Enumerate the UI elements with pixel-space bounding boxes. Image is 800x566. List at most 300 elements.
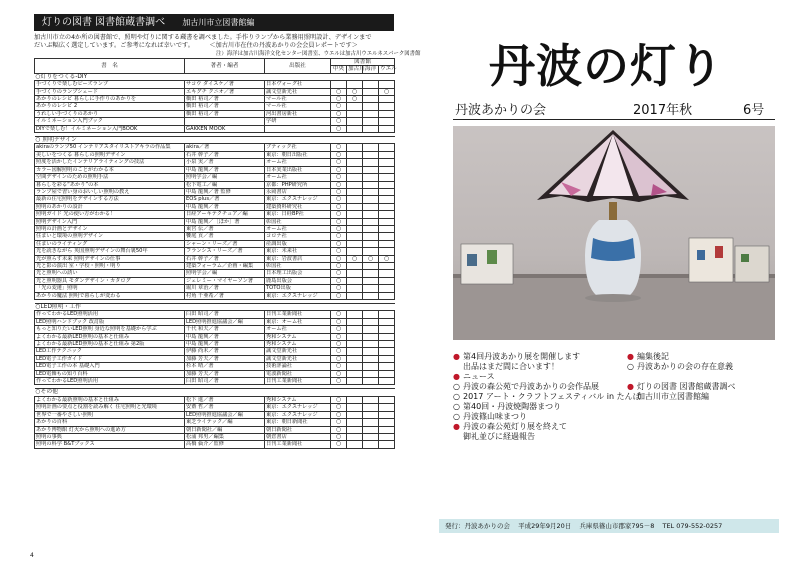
toc-item [453, 372, 641, 382]
book-publisher: 秀和システム [265, 333, 331, 340]
toc-item [453, 412, 641, 422]
col-lib: 中央 [331, 66, 347, 73]
holding-mark [347, 441, 363, 448]
toc-item [627, 372, 736, 382]
holding-mark [379, 433, 395, 440]
holding-mark [379, 419, 395, 426]
holding-mark [363, 159, 379, 166]
holding-mark [347, 240, 363, 247]
issue-number: 6号 [743, 103, 765, 118]
book-title: DIYで楽しむ！イルミネーション入門BOOK [35, 125, 185, 132]
holding-mark [363, 203, 379, 210]
toc-item [453, 352, 641, 362]
holding-mark: ○ [331, 240, 347, 247]
book-author: 建築フォーラム／企画・編集 [185, 262, 265, 269]
book-publisher: 日本理工出版会 [265, 270, 331, 277]
book-publisher: 朝日新聞社 [265, 426, 331, 433]
book-author: 松浦 邦男／編集 [185, 433, 265, 440]
book-author: 東宮 伝／著 [185, 225, 265, 232]
holding-mark: ○ [331, 151, 347, 158]
holding-mark [347, 248, 363, 255]
col-publisher: 出版社 [265, 59, 331, 74]
holding-mark [379, 181, 395, 188]
book-title: LED電飾もの知り百科 [35, 370, 185, 377]
holding-mark [363, 181, 379, 188]
holding-mark [379, 411, 395, 418]
holding-mark: ○ [331, 211, 347, 218]
book-publisher: 京都：PHP研究所 [265, 181, 331, 188]
book-author: 松下 進／著 [185, 396, 265, 403]
book-author: エキグチ クニオ／著 [185, 88, 265, 95]
holding-mark [363, 363, 379, 370]
book-title: LED照明ハンドブック 改訂版 [35, 318, 185, 325]
toc-item [627, 352, 736, 362]
holding-mark [379, 355, 395, 362]
holding-mark [347, 426, 363, 433]
toc-text: 灯りの図書 図書館蔵書調べ [637, 382, 736, 391]
book-author: GAKKEN MOOK [185, 125, 265, 132]
holding-mark [379, 277, 395, 284]
book-title: 住まいのライティング [35, 240, 185, 247]
toc-bullet: ● [453, 352, 460, 361]
holding-mark [363, 404, 379, 411]
book-title: ランプ屋で習い身のおいしい照明の教え [35, 188, 185, 195]
book-publisher [265, 125, 331, 132]
toc-text: 2017 アート・クラフトフェスティバル in たんば [463, 392, 641, 401]
book-title: 手づくりで楽しむビーズランプ [35, 81, 185, 88]
holding-mark [347, 318, 363, 325]
table-row [35, 125, 395, 132]
holding-mark: ○ [347, 255, 363, 262]
holding-mark [379, 96, 395, 103]
book-title: あかりの魔法 照明で暮らしが変わる [35, 292, 185, 299]
book-publisher: 建築資料研究社 [265, 203, 331, 210]
holding-mark [331, 81, 347, 88]
table-row [35, 248, 395, 255]
toc-text: 御礼並びに経過報告 [463, 432, 535, 441]
society-name: 丹波あかりの会 [455, 103, 547, 118]
toc-bullet: ● [453, 372, 460, 381]
book-title: 作ってわかるLED照明活用 [35, 378, 185, 385]
book-title: 光と影の演出 室・学校・照明・明り [35, 262, 185, 269]
holding-mark [379, 151, 395, 158]
holding-mark [363, 218, 379, 225]
holding-mark: ○ [379, 88, 395, 95]
holding-mark [363, 248, 379, 255]
holding-mark [347, 218, 363, 225]
book-title: 美しいをつくる 暮らしの照明デザイン [35, 151, 185, 158]
book-publisher: 東京：日経BP社 [265, 211, 331, 218]
book-author: 中島 龍興／著 [185, 341, 265, 348]
holding-mark: ○ [331, 378, 347, 385]
book-author: LED照明推進協議会／編 [185, 411, 265, 418]
book-author: ジェレミー・マイヤーソン著 [185, 277, 265, 284]
book-author: フランシス・リーズ／著 [185, 248, 265, 255]
book-author: 照明学会／編 [185, 174, 265, 181]
table-row [35, 419, 395, 426]
holding-mark [363, 378, 379, 385]
holding-mark [379, 363, 395, 370]
holding-mark [347, 396, 363, 403]
holding-mark [347, 341, 363, 348]
toc-item [627, 392, 736, 402]
holding-mark [363, 125, 379, 132]
book-publisher: 学研 [265, 118, 331, 125]
book-publisher: 日刊工業新聞社 [265, 378, 331, 385]
holding-mark: ○ [331, 426, 347, 433]
col-lib: ウエル [380, 66, 397, 73]
holding-mark: ○ [331, 233, 347, 240]
toc-bullet: ● [453, 422, 460, 431]
book-title: よくわかる最新LED照明の基本と仕組み 第2版 [35, 341, 185, 348]
holding-mark [379, 404, 395, 411]
book-author: 伊藤 尚未／著 [185, 348, 265, 355]
book-title: 照明ガイド 光の使い方がわかる！ [35, 211, 185, 218]
holding-mark [363, 370, 379, 377]
holding-mark [363, 433, 379, 440]
holding-mark [363, 225, 379, 232]
holding-mark [379, 292, 395, 299]
holding-mark: ○ [363, 255, 379, 262]
table-row [35, 378, 395, 385]
book-title: あかりの百科 [35, 419, 185, 426]
holding-mark [379, 262, 395, 269]
holding-mark: ○ [331, 441, 347, 448]
book-table [34, 58, 395, 449]
holding-mark [347, 348, 363, 355]
holding-mark: ○ [331, 404, 347, 411]
holding-mark [347, 125, 363, 132]
holding-mark: ○ [331, 396, 347, 403]
holding-mark [379, 233, 395, 240]
col-lib: 海洋 [363, 66, 379, 73]
holding-mark [379, 103, 395, 110]
book-author: シャーン・リーズ／著 [185, 240, 265, 247]
table-row [35, 211, 395, 218]
book-publisher: ブティック社 [265, 144, 331, 151]
holding-mark [347, 151, 363, 158]
book-author: 中島 龍興／［ほか］著 [185, 218, 265, 225]
holding-mark: ○ [331, 370, 347, 377]
issue-bar [453, 97, 775, 120]
holding-mark [363, 311, 379, 318]
book-author: 照明学会／編 [185, 270, 265, 277]
holding-mark [363, 441, 379, 448]
book-publisher: 日刊工業新聞社 [265, 441, 331, 448]
holding-mark [379, 318, 395, 325]
toc-left [453, 352, 641, 442]
holding-mark: ○ [331, 270, 347, 277]
book-publisher: マール社 [265, 103, 331, 110]
holding-mark [379, 144, 395, 151]
toc-bullet: ○ [453, 412, 460, 421]
holding-mark [363, 326, 379, 333]
book-author: 朝日新聞社／編 [185, 426, 265, 433]
holding-mark [379, 240, 395, 247]
holding-mark [347, 181, 363, 188]
table-row [35, 285, 395, 292]
holding-mark [363, 262, 379, 269]
holding-mark: ○ [331, 255, 347, 262]
holding-mark: ○ [331, 110, 347, 117]
holding-mark [379, 174, 395, 181]
holding-mark [363, 81, 379, 88]
holding-mark [379, 248, 395, 255]
left-page [6, 6, 421, 559]
book-publisher: 誠文堂新光社 [265, 348, 331, 355]
book-publisher: 技術評論社 [265, 363, 331, 370]
holding-mark [347, 370, 363, 377]
holding-mark [363, 88, 379, 95]
section-heading-row [35, 73, 395, 80]
book-publisher: 日本ヴォーグ社 [265, 81, 331, 88]
holding-mark: ○ [331, 262, 347, 269]
holding-mark [363, 333, 379, 340]
holding-mark: ○ [331, 118, 347, 125]
holding-mark: ○ [379, 255, 395, 262]
holding-mark [363, 166, 379, 173]
table-row [35, 326, 395, 333]
holding-mark: ○ [331, 225, 347, 232]
book-author: 加藤 芳夫／著 [185, 370, 265, 377]
book-publisher: 東京：朝日出版社 [265, 151, 331, 158]
toc-item [453, 402, 641, 412]
holding-mark [347, 277, 363, 284]
holding-mark: ○ [347, 88, 363, 95]
holding-mark [347, 363, 363, 370]
holding-mark [363, 277, 379, 284]
holding-mark [363, 110, 379, 117]
holding-mark [347, 270, 363, 277]
table-row [35, 441, 395, 448]
toc-bullet: ○ [453, 392, 460, 401]
book-publisher: 電波新聞社 [265, 370, 331, 377]
book-title: 光と照明への誘い [35, 270, 185, 277]
holding-mark: ○ [331, 363, 347, 370]
book-title: LED工作テクニック [35, 348, 185, 355]
book-publisher: 鹿島出版会 [265, 277, 331, 284]
book-title: 住まいと環境の照明デザイン [35, 233, 185, 240]
holding-mark [363, 341, 379, 348]
holding-mark [363, 426, 379, 433]
holding-mark: ○ [331, 196, 347, 203]
book-title: 照明のあかりの設計 [35, 203, 185, 210]
book-author: 日経アーキテクチュア／編 [185, 211, 265, 218]
book-title: もっと知りたいLED照明 身近な照明を基礎から学ぶ [35, 326, 185, 333]
toc-item [453, 432, 641, 442]
holding-mark [379, 285, 395, 292]
book-title: よくわかる最新LED照明の基本と仕組み [35, 333, 185, 340]
toc-text: 丹波篠山味まつり [463, 412, 527, 421]
book-author: LED照明推進協議会／編 [185, 318, 265, 325]
holding-mark [363, 355, 379, 362]
toc-text: 出品はまだ間に合います！ [463, 362, 559, 371]
holding-mark [363, 151, 379, 158]
footer-date: 平成29年9月20日 [518, 522, 572, 530]
holding-mark [379, 441, 395, 448]
book-title: イルミネーション入門ブック [35, 118, 185, 125]
holding-mark [379, 218, 395, 225]
book-title: akiraのランプ50 インテリアスタイリストアキラの作品集 [35, 144, 185, 151]
book-author [185, 118, 265, 125]
book-publisher: 東京：オーム社 [265, 318, 331, 325]
holding-mark [363, 233, 379, 240]
holding-mark [347, 159, 363, 166]
holding-mark: ○ [331, 348, 347, 355]
holding-mark [347, 196, 363, 203]
book-author: 堀川 章治／著 [185, 285, 265, 292]
holding-mark: ○ [331, 188, 347, 195]
book-title: 世界で一番やさしい照明 [35, 411, 185, 418]
book-author: 中島 龍興／著 [185, 333, 265, 340]
book-publisher: オーム社 [265, 225, 331, 232]
page-number: 4 [30, 552, 34, 559]
toc-right [627, 352, 736, 402]
toc-item [453, 392, 641, 402]
book-table-body [35, 73, 395, 448]
holding-mark [347, 233, 363, 240]
toc-text: 第4回丹波あかり展を開催します [463, 352, 581, 361]
holding-mark [379, 270, 395, 277]
newsletter-title: 丹波の灯り [489, 39, 724, 93]
holding-mark [363, 396, 379, 403]
book-title: 照明の事典 [35, 433, 185, 440]
book-title: 照明の科学 B&Tブックス [35, 441, 185, 448]
section-heading: ○灯りをつくる-DIY [35, 73, 395, 80]
toc-text: 丹波あかりの会の存在意義 [637, 362, 733, 371]
holding-mark: ○ [331, 292, 347, 299]
left-header-title: 灯りの図書 図書館蔵書調べ [42, 17, 166, 28]
toc-bullet: ● [627, 352, 634, 361]
book-title: 手づくりのランプシェード [35, 88, 185, 95]
book-publisher: 誠文堂新光社 [265, 88, 331, 95]
holding-mark [379, 110, 395, 117]
toc-item [453, 422, 641, 432]
holding-mark: ○ [331, 311, 347, 318]
holding-mark: ○ [331, 203, 347, 210]
toc-bullet: ● [627, 382, 634, 391]
book-author: サコウ ダイスケ／著 [185, 81, 265, 88]
book-publisher: 永岡書店 [265, 188, 331, 195]
book-publisher: 産調出版 [265, 240, 331, 247]
book-title: あかりのレシピ 2 [35, 103, 185, 110]
book-author: 中島 龍興／著 監修 [185, 188, 265, 195]
toc-bullet: ○ [627, 362, 634, 371]
book-title: 「光の変遷」照明 [35, 285, 185, 292]
section-heading: ○ 照明デザイン [35, 137, 395, 144]
book-publisher: 東京：未来社 [265, 248, 331, 255]
holding-mark [347, 311, 363, 318]
book-title: 照明計画の要点と役割を読み解く 住宅照明と光環境 [35, 404, 185, 411]
book-publisher: 日刊工業新聞社 [265, 311, 331, 318]
holding-mark [379, 81, 395, 88]
holding-mark: ○ [331, 125, 347, 132]
holding-mark [379, 326, 395, 333]
holding-mark [379, 396, 395, 403]
holding-mark [363, 318, 379, 325]
lamp-photo [453, 126, 775, 340]
col-lib: 加古川 [348, 66, 365, 73]
holding-mark: ○ [331, 159, 347, 166]
holding-mark: ○ [331, 326, 347, 333]
holding-mark: ○ [331, 433, 347, 440]
holding-mark: ○ [331, 248, 347, 255]
holding-mark: ○ [331, 318, 347, 325]
holding-mark [363, 348, 379, 355]
holding-mark [347, 433, 363, 440]
right-page [405, 0, 800, 566]
holding-mark [347, 355, 363, 362]
book-publisher: TOTO出版 [265, 285, 331, 292]
holding-mark [379, 426, 395, 433]
holding-mark: ○ [331, 411, 347, 418]
book-title: LED電子工作の本 基礎入門 [35, 363, 185, 370]
holding-mark [363, 188, 379, 195]
book-title: あかり博物館 灯火から照明への進め方 [35, 426, 185, 433]
left-header-sub: 加古川市立図書館編 [182, 18, 255, 27]
holding-mark [363, 196, 379, 203]
book-title: よくわかる最新照明の基本と仕組み [35, 396, 185, 403]
book-author: 松下電工／編 [185, 181, 265, 188]
holding-mark [347, 81, 363, 88]
book-author: 小泉 実／著 [185, 159, 265, 166]
holding-mark [379, 225, 395, 232]
holding-mark [379, 166, 395, 173]
book-author: 橋田 裕司／著 [185, 96, 265, 103]
holding-mark: ○ [331, 103, 347, 110]
holding-mark [347, 326, 363, 333]
footer-publisher: 発行：丹波あかりの会 [445, 522, 510, 530]
toc-text: ニュース [463, 372, 495, 381]
holding-mark: ○ [331, 333, 347, 340]
book-title: 光が照らす未来 照明デザインの仕事 [35, 255, 185, 262]
holding-mark [347, 333, 363, 340]
book-author: 橋田 裕司／著 [185, 110, 265, 117]
toc-text: 丹波の森公苑で丹波あかりの会作品展 [463, 382, 599, 391]
book-author: 中島 龍興／著 [185, 203, 265, 210]
book-title: 照明の計画とデザイン [35, 225, 185, 232]
footer-address: 兵庫県篠山市郡家795－8 [579, 522, 655, 530]
holding-mark [363, 103, 379, 110]
book-title: うれしい手づくりのあかり [35, 110, 185, 117]
book-title: 照明デザイン入門 [35, 218, 185, 225]
book-publisher: 秀和システム [265, 341, 331, 348]
holding-mark [363, 411, 379, 418]
holding-mark [379, 196, 395, 203]
holding-mark [347, 188, 363, 195]
holding-mark [347, 378, 363, 385]
table-row [35, 174, 395, 181]
toc-text: 加古川市立図書館編 [637, 392, 709, 401]
book-title: 光と照明器具 モダンデザイン・カタログ [35, 277, 185, 284]
holding-mark [379, 333, 395, 340]
book-author: EOS plus／著 [185, 196, 265, 203]
section-heading: ○その他 [35, 389, 395, 396]
holding-mark [379, 311, 395, 318]
lamp-illustration [453, 126, 775, 340]
footer-bar [439, 519, 779, 533]
book-title: 暮らしを彩る“あかり”の本 [35, 181, 185, 188]
holding-mark [379, 188, 395, 195]
book-publisher: 誠文堂新光社 [265, 355, 331, 362]
book-publisher: 東京：岩波書店 [265, 255, 331, 262]
book-title: 光を読きながら 英国照明デザインの舞台裏50年 [35, 248, 185, 255]
book-publisher: 朝倉書店 [265, 433, 331, 440]
holding-mark [363, 96, 379, 103]
holding-mark [347, 118, 363, 125]
holding-mark [347, 174, 363, 181]
toc-text: 第40回・丹波焼陶器まつり [463, 402, 562, 411]
